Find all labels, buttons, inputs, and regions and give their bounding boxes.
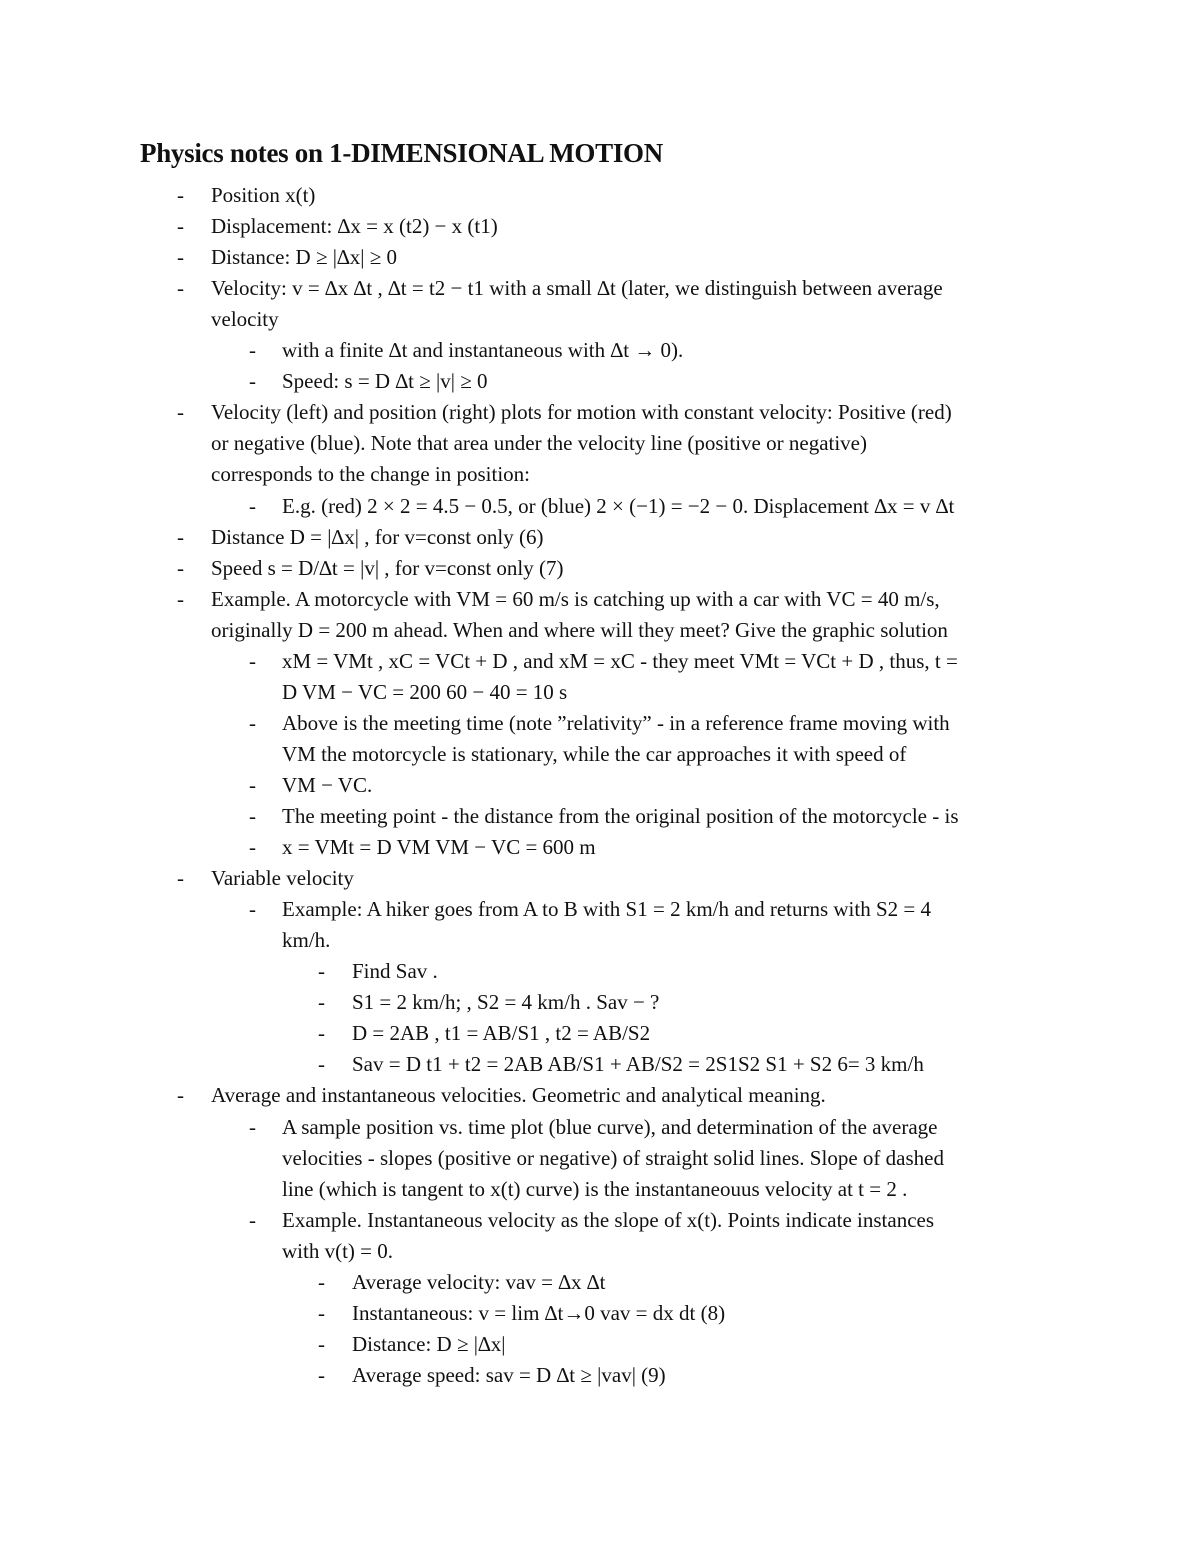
list-item-text: Displacement: ∆x = x (t2) − x (t1) [211,214,498,239]
list-item-text: D = 2AB , t1 = AB/S1 , t2 = AB/S2 [352,1021,651,1046]
list-item-continuation: or negative (blue). Note that area under the velocity line (positive or negative) [211,431,867,456]
list-item-continuation: originally D = 200 m ahead. When and where will they meet? Give the graphic solution [211,617,948,642]
bullet-dash: - [177,524,184,549]
list-item-continuation: D VM − VC = 200 60 − 40 = 10 s [282,679,568,704]
bullet-dash: - [249,648,256,673]
list-item-text: Speed s = D/∆t = |v| , for v=const only (7) [211,555,564,580]
list-item-text: Average speed: sav = D ∆t ≥ |vav| (9) [352,1362,666,1387]
list-item-text: E.g. (red) 2 × 2 = 4.5 − 0.5, or (blue) 2 × (−1) = −2 − 0. Displacement ∆x = v ∆t [282,493,955,518]
list-item-text: Find Sav . [352,959,438,984]
list-item-text: Example. A motorcycle with VM = 60 m/s is catching up with a car with VC = 40 m/s, [211,586,940,611]
list-item-text: Variable velocity [211,866,354,891]
bullet-dash: - [249,835,256,860]
bullet-dash: - [249,1207,256,1232]
bullet-dash: - [249,897,256,922]
list-item-text: xM = VMt , xC = VCt + D , and xM = xC - they meet VMt = VCt + D , thus, t = [282,648,958,673]
list-item-text: Distance: D ≥ |∆x| ≥ 0 [211,245,398,270]
list-item-text: The meeting point - the distance from the original position of the motorcycle - is [282,804,959,828]
list-item-text: Distance: D ≥ |∆x| [352,1331,506,1356]
bullet-dash: - [177,183,184,207]
bullet-dash: - [318,1052,325,1077]
bullet-dash: - [249,369,256,394]
list-item-text: Average and instantaneous velocities. Geometric and analytical meaning. [211,1083,826,1108]
list-item-text: Distance D = |∆x| , for v=const only (6) [211,524,544,549]
list-item-text: Average velocity: vav = ∆x ∆t [352,1269,606,1294]
list-item-text: Sav = D t1 + t2 = 2AB AB/S1 + AB/S2 = 2S1S2 S1 + S2 6= 3 km/h [352,1052,924,1077]
list-item-text: Example. Instantaneous velocity as the slope of x(t). Points indicate instances [282,1207,935,1232]
bullet-dash: - [177,866,184,891]
list-item-continuation: km/h. [282,928,331,953]
list-item-text: Velocity: v = ∆x ∆t , ∆t = t2 − t1 with a small ∆t (later, we distinguish between average [211,276,943,301]
bullet-dash: - [249,710,256,735]
bullet-dash: - [318,1021,325,1046]
bullet-dash: - [318,990,325,1015]
list-item-text: Speed: s = D ∆t ≥ |v| ≥ 0 [282,369,488,394]
bullet-dash: - [177,400,184,425]
bullet-dash: - [318,1331,325,1356]
list-item-text: VM − VC. [282,772,373,797]
list-item-text: Example: A hiker goes from A to B with S1 = 2 km/h and returns with S2 = 4 [282,897,931,922]
bullet-dash: - [177,276,184,301]
list-item-text: x = VMt = D VM VM − VC = 600 m [282,835,596,860]
list-item-continuation: line (which is tangent to x(t) curve) is the instantaneouus velocity at t = 2 . [282,1176,908,1201]
list-item-continuation: velocity [211,307,279,332]
bullet-dash: - [318,1362,325,1387]
bullet-dash: - [249,772,256,797]
list-item-continuation: corresponds to the change in position: [211,462,531,487]
list-item-continuation: VM the motorcycle is stationary, while the car approaches it with speed of [282,741,907,766]
list-item-text: Velocity (left) and position (right) plots for motion with constant velocity: Positive (red) [211,400,952,425]
bullet-dash: - [249,804,256,828]
bullet-dash: - [249,338,256,363]
bullet-dash: - [318,1300,325,1325]
bullet-dash: - [249,1114,256,1139]
bullet-dash: - [318,959,325,984]
bullet-dash: - [177,245,184,270]
list-item-text: S1 = 2 km/h; , S2 = 4 km/h . Sav − ? [352,990,660,1015]
list-item-text: with a finite ∆t and instantaneous with ∆t → 0). [282,338,684,363]
list-item-continuation: velocities - slopes (positive or negative) of straight solid lines. Slope of dashed [282,1145,944,1170]
bullet-dash: - [177,1083,184,1108]
bullet-dash: - [318,1269,325,1294]
document-title: Physics notes on 1-DIMENSIONAL MOTION [140,138,663,168]
list-item-text: Instantaneous: v = lim ∆t→0 vav = dx dt (8) [352,1300,726,1325]
list-item-text: Above is the meeting time (note ”relativity” - in a reference frame moving with [282,710,950,735]
bullet-dash: - [249,493,256,518]
bullet-dash: - [177,214,184,239]
list-item-text: A sample position vs. time plot (blue curve), and determination of the average [282,1114,938,1139]
bullet-dash: - [177,555,184,580]
list-item-text: Position x(t) [211,183,316,207]
list-item-continuation: with v(t) = 0. [282,1238,393,1263]
bullet-dash: - [177,586,184,611]
